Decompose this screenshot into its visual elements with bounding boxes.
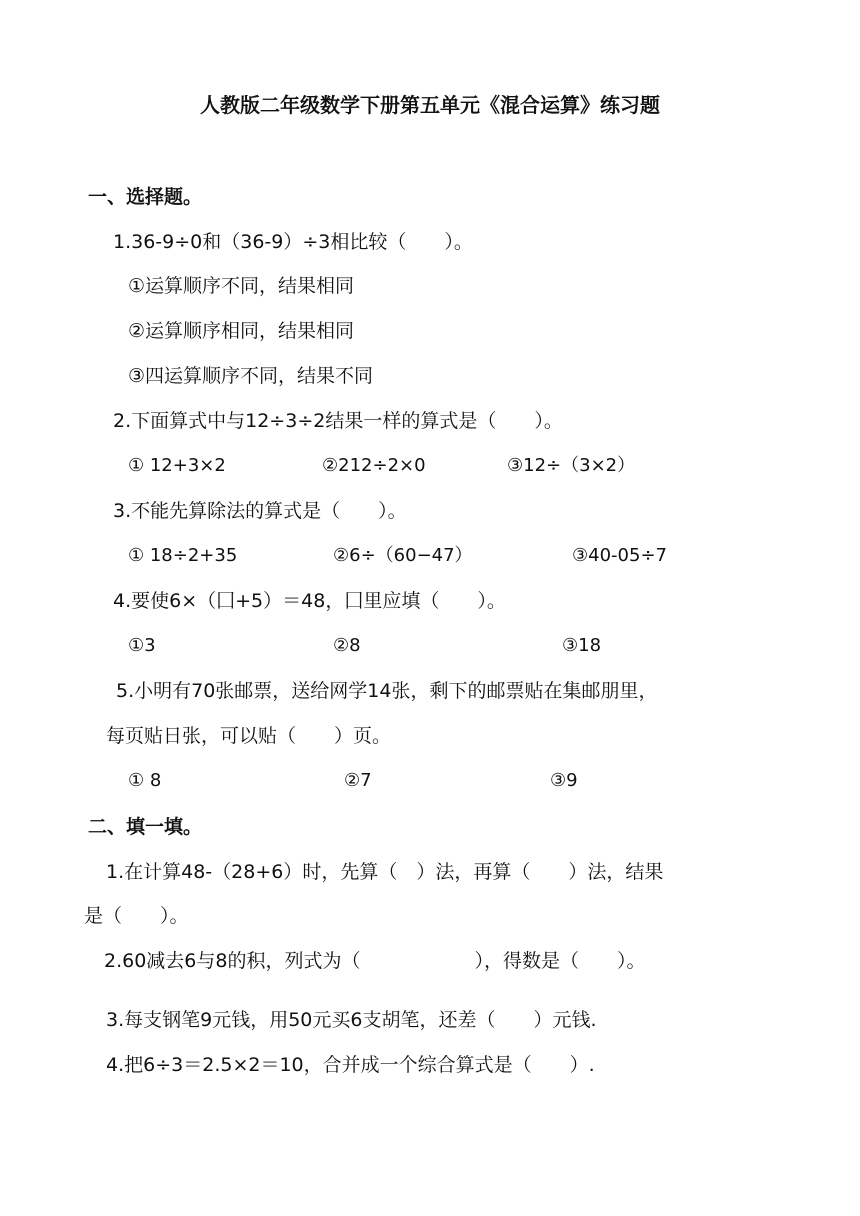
question-5-stem-line-2: 每页贴日张，可以贴（ ）页。 <box>106 725 392 747</box>
question-2-option-1: ① 12+3×2 <box>128 455 226 476</box>
question-4-option-2: ②8 <box>333 635 361 656</box>
fill-question-2: 2.60减去6与8的积，列式为（ ），得数是（ ）。 <box>104 950 646 972</box>
question-3-option-2: ②6÷（60−47） <box>333 545 473 566</box>
section-heading-choice: 一、选择题。 <box>88 186 203 208</box>
question-1-option-2: ②运算顺序相同，结果相同 <box>128 320 355 342</box>
question-3-option-1: ① 18÷2+35 <box>128 545 238 566</box>
question-5-option-2: ②7 <box>344 770 372 791</box>
question-5-stem-line-1: 5.小明有70张邮票，送给网学14张，剩下的邮票贴在集邮朋里， <box>116 680 658 702</box>
fill-question-4: 4.把6÷3＝2.5×2＝10，合并成一个综合算式是（ ）. <box>106 1054 595 1076</box>
question-2-option-2: ②212÷2×0 <box>322 455 426 476</box>
fill-question-1-line-2: 是（ ）。 <box>84 905 189 927</box>
question-5-option-1: ① 8 <box>128 770 162 791</box>
section-heading-fill: 二、填一填。 <box>88 816 203 838</box>
question-2-stem: 2.下面算式中与12÷3÷2结果一样的算式是（ ）。 <box>113 410 563 432</box>
question-5-option-3: ③9 <box>550 770 578 791</box>
question-1-option-1: ①运算顺序不同，结果相同 <box>128 275 355 297</box>
question-3-stem: 3.不能先算除法的算式是（ ）。 <box>113 500 407 522</box>
fill-question-3: 3.每支钢笔9元钱，用50元买6支胡笔，还差（ ）元钱. <box>106 1009 597 1031</box>
question-4-option-1: ①3 <box>128 635 156 656</box>
question-1-option-3: ③四运算顺序不同，结果不同 <box>128 365 374 387</box>
question-4-stem: 4.要使6×（囗+5）＝48，囗里应填（ ）。 <box>113 590 506 612</box>
question-1-stem: 1.36-9÷0和（36-9）÷3相比较（ ）。 <box>113 231 473 253</box>
question-3-option-3: ③40-05÷7 <box>572 545 667 566</box>
fill-question-1-line-1: 1.在计算48-（28+6）时，先算（ ）法，再算（ ）法，结果 <box>106 861 664 883</box>
page-title: 人教版二年级数学下册第五单元《混合运算》练习题 <box>200 93 660 117</box>
question-4-option-3: ③18 <box>562 635 602 656</box>
question-2-option-3: ③12÷（3×2） <box>507 455 636 476</box>
